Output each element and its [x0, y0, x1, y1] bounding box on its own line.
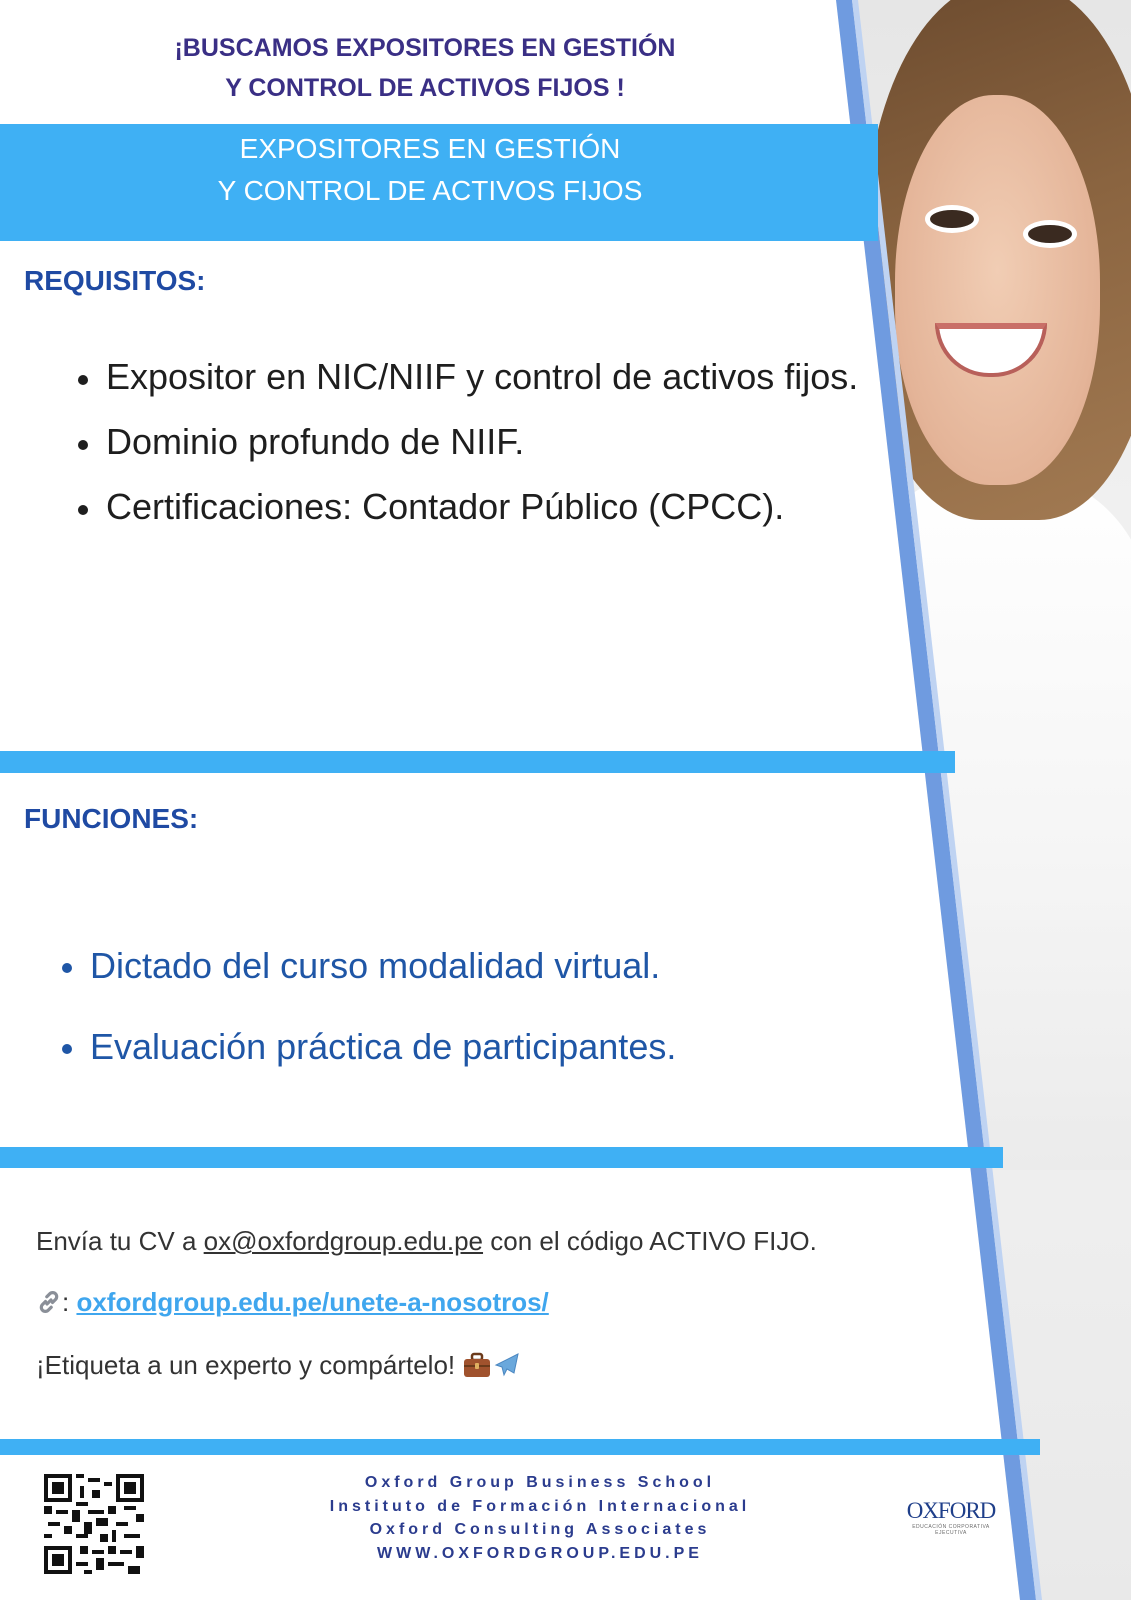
footer-institutions: [300, 1471, 780, 1565]
oxford-logo: [905, 1498, 997, 1536]
list-item: Dominio profundo de NIIF.: [70, 409, 890, 474]
footer-website[interactable]: WWW.OXFORDGROUP.EDU.PE: [377, 1544, 703, 1562]
footer-line-3: Oxford Consulting Associates: [369, 1521, 711, 1538]
send-cv-suffix: con el código ACTIVO FIJO.: [483, 1226, 817, 1256]
subtitle-line-2: Y CONTROL DE ACTIVOS FIJOS: [217, 175, 643, 206]
title-line-1: ¡BUSCAMOS EXPOSITORES EN GESTIÓN: [174, 34, 676, 62]
link-icon: [36, 1289, 62, 1315]
page-subtitle: [0, 128, 860, 212]
funciones-heading: FUNCIONES:: [24, 803, 199, 834]
send-cv-text: [36, 1226, 817, 1257]
careers-link-row: [36, 1287, 549, 1318]
divider-band-3: [0, 1439, 1040, 1455]
divider-band-2: [0, 1147, 1003, 1168]
footer-line-2: Instituto de Formación Internacional: [329, 1497, 751, 1515]
careers-link[interactable]: oxfordgroup.edu.pe/unete-a-nosotros/: [76, 1287, 549, 1317]
page-title: [0, 28, 850, 108]
airplane-icon: [492, 1351, 522, 1379]
divider-band-1: [0, 751, 955, 773]
qr-code[interactable]: [44, 1474, 144, 1574]
share-text-row: [36, 1350, 522, 1381]
funciones-list: [55, 925, 905, 1087]
requisitos-heading: REQUISITOS:: [24, 265, 206, 296]
requisitos-list: [70, 344, 890, 539]
subtitle-line-1: EXPOSITORES EN GESTIÓN: [239, 133, 621, 164]
list-item: Evaluación práctica de participantes.: [55, 1006, 905, 1087]
logo-tagline: EDUCACIÓN CORPORATIVA EJECUTIVA: [912, 1524, 990, 1536]
share-text: ¡Etiqueta a un experto y compártelo!: [36, 1350, 456, 1380]
title-line-2: Y CONTROL DE ACTIVOS FIJOS !: [225, 74, 625, 102]
list-item: Dictado del curso modalidad virtual.: [55, 925, 905, 1006]
footer-line-1: Oxford Group Business School: [364, 1474, 716, 1491]
link-prefix: :: [62, 1287, 77, 1317]
list-item: Certificaciones: Contador Público (CPCC).: [70, 474, 890, 539]
briefcase-icon: [462, 1351, 492, 1379]
email-link[interactable]: ox@oxfordgroup.edu.pe: [203, 1226, 484, 1256]
list-item: Expositor en NIC/NIIF y control de activos fijos.: [70, 344, 890, 409]
logo-name: OXFORD: [906, 1498, 996, 1523]
send-cv-prefix: Envía tu CV a: [36, 1226, 204, 1256]
